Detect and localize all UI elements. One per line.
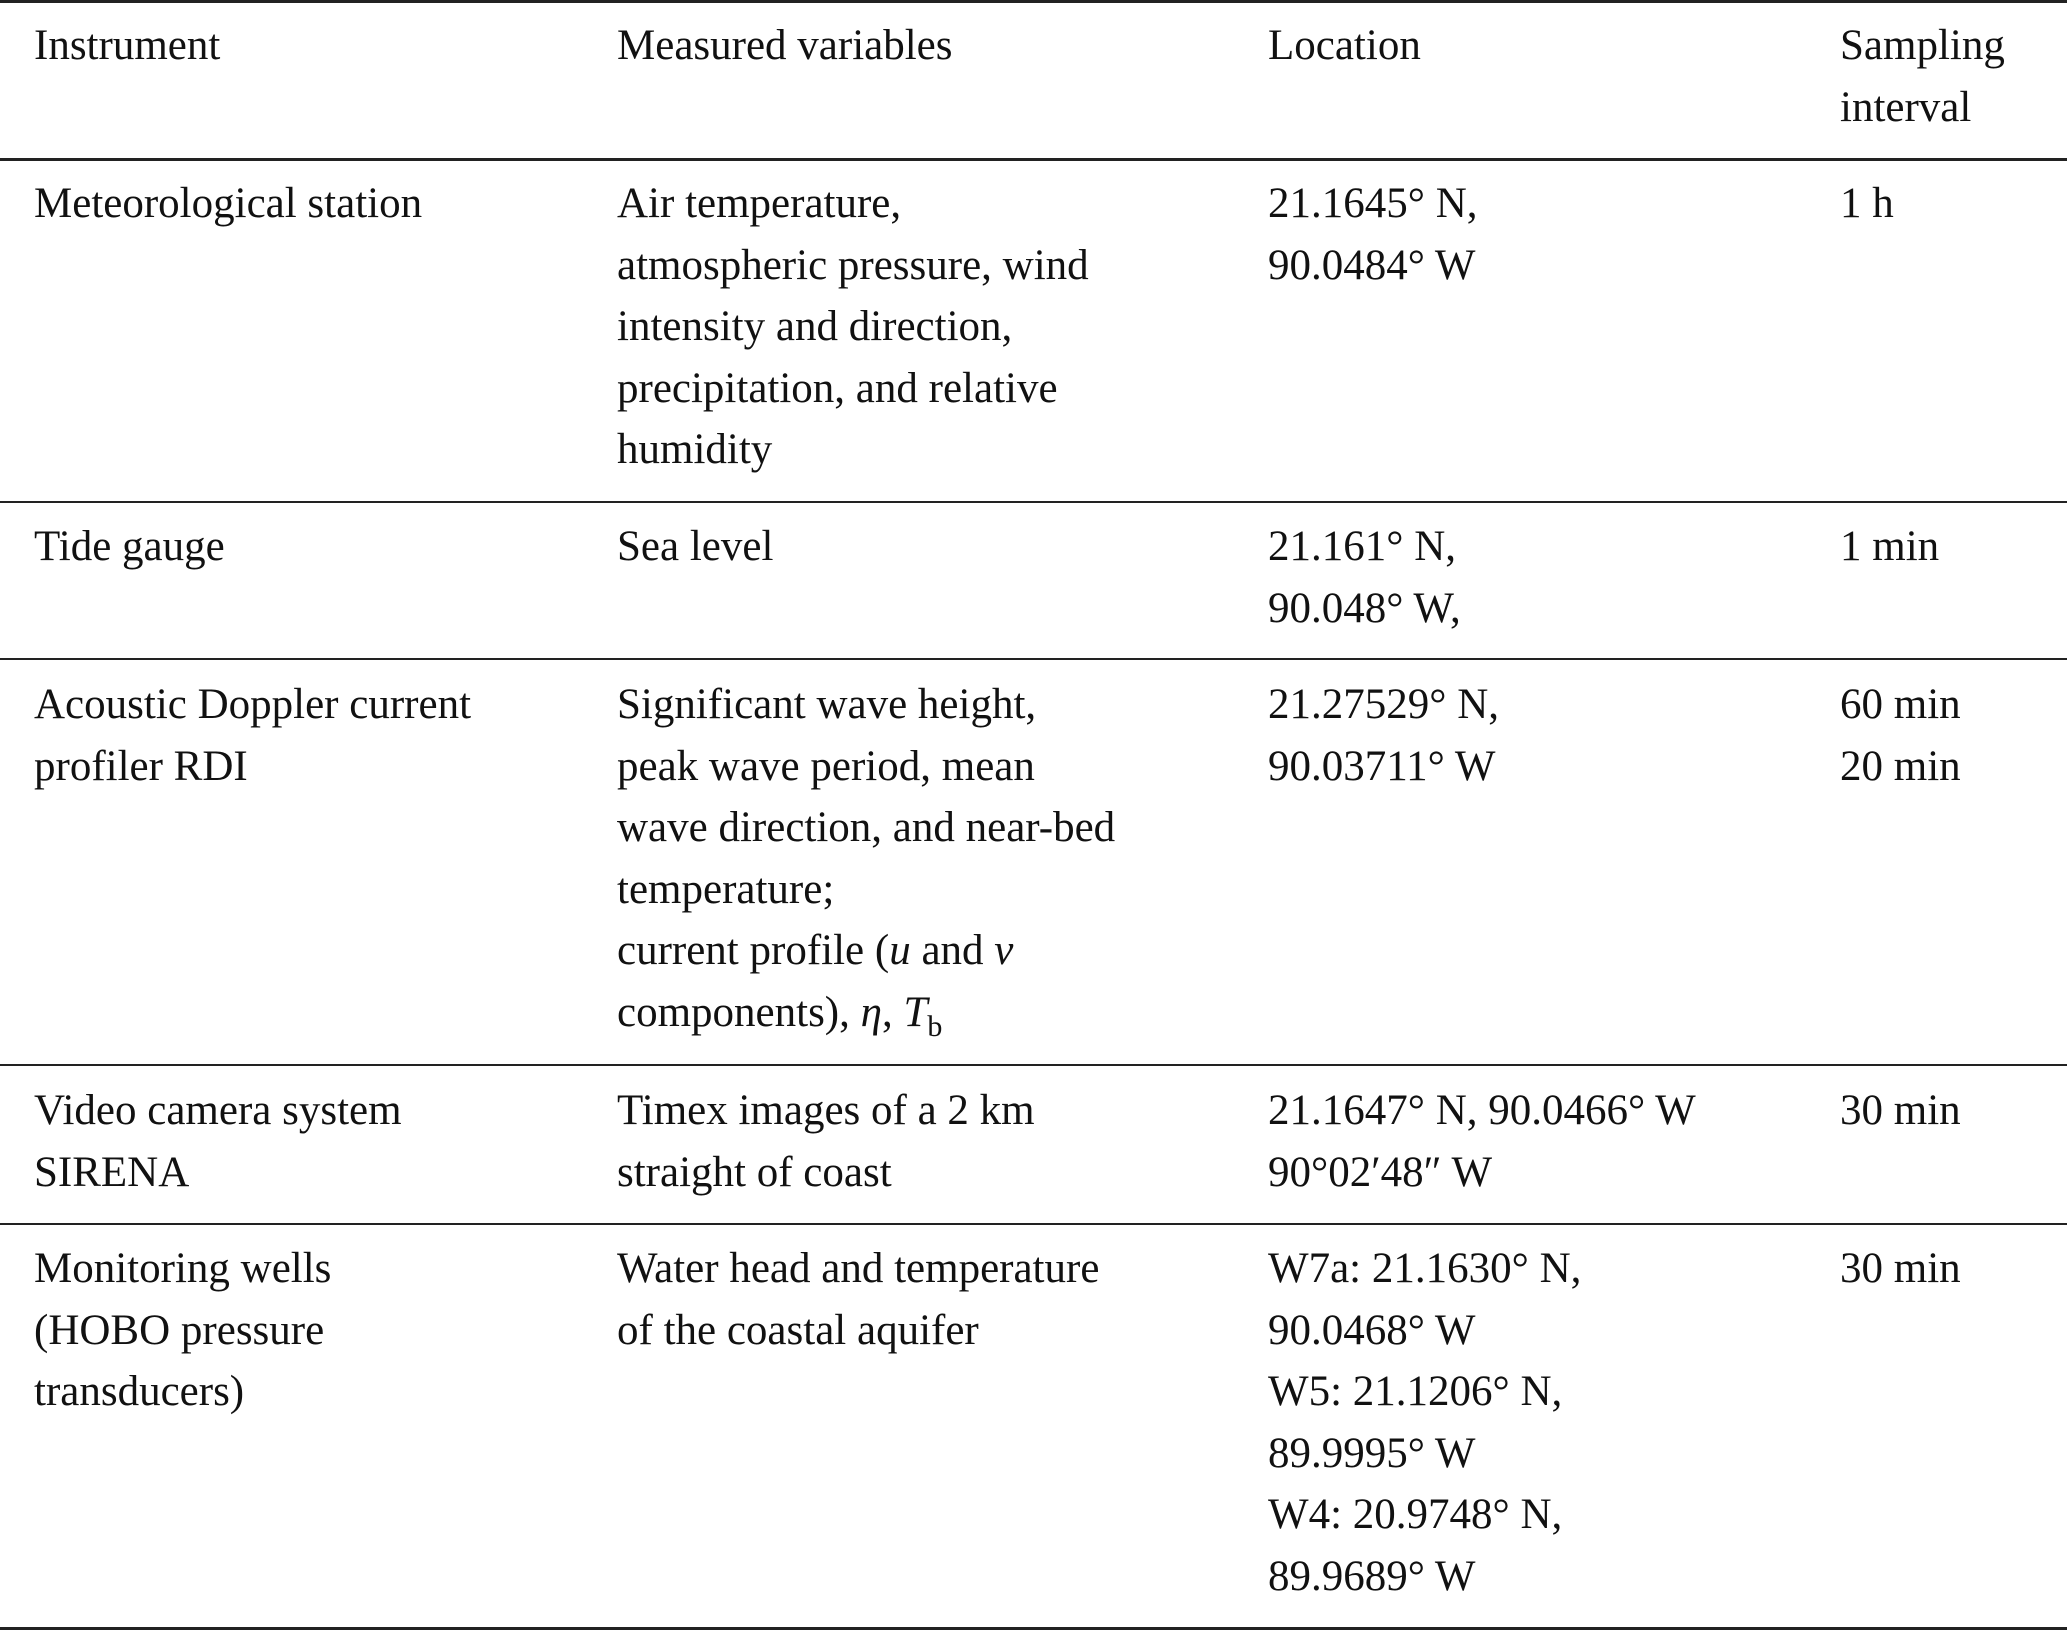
instrument-cell <box>34 674 471 797</box>
instrument-text: Video camera system <box>34 1087 402 1134</box>
instrument-text: SIRENA <box>34 1148 190 1196</box>
measured-text: wave direction, and near-bed <box>617 804 1116 851</box>
measured-text: precipitation, and relative <box>617 364 1058 412</box>
header-location: Location <box>1268 22 1421 69</box>
instrument-text: Monitoring wells <box>34 1245 332 1292</box>
location-text: W7a: 21.1630° N, <box>1268 1245 1582 1292</box>
interval-cell <box>1840 1238 1961 1300</box>
symbol-subscript-b: b <box>927 1009 943 1043</box>
measured-text: Water head and temperature <box>617 1245 1100 1292</box>
measured-fragment: components), <box>617 988 861 1036</box>
measured-cell <box>617 516 773 578</box>
location-text: 21.27529° N, <box>1268 681 1499 728</box>
instrument-cell <box>34 173 422 235</box>
instrument-text: profiler RDI <box>34 742 248 790</box>
instrument-text: Tide gauge <box>34 523 225 570</box>
interval-cell <box>1840 173 1894 235</box>
interval-text: 1 h <box>1840 180 1894 227</box>
measured-text: Significant wave height, <box>617 681 1037 728</box>
measured-text: humidity <box>617 426 773 473</box>
header-sampling-line-1: Sampling <box>1840 22 2005 69</box>
instrument-cell <box>34 1080 402 1203</box>
instrument-cell <box>34 516 225 578</box>
measured-text: of the coastal aquifer <box>617 1306 979 1354</box>
interval-cell <box>1840 1080 1961 1142</box>
measured-text <box>617 920 1115 982</box>
location-text: 90.048° W, <box>1268 584 1461 632</box>
symbol-u: u <box>889 927 911 974</box>
interval-text: 1 min <box>1840 523 1940 570</box>
row-divider <box>0 1064 2067 1066</box>
measured-text: atmospheric pressure, wind <box>617 241 1089 289</box>
instrument-text: (HOBO pressure <box>34 1306 325 1354</box>
location-text: W5: 21.1206° N, <box>1268 1368 1563 1415</box>
instrument-text: transducers) <box>34 1368 245 1415</box>
instrument-text: Acoustic Doppler current <box>34 681 472 728</box>
location-text: 90.0468° W <box>1268 1306 1476 1354</box>
instrument-cell <box>34 1238 331 1423</box>
location-text: 89.9689° W <box>1268 1552 1476 1600</box>
top-rule <box>0 0 2067 3</box>
location-text: 90.0484° W <box>1268 241 1476 289</box>
header-sampling-interval <box>1840 15 2005 138</box>
header-instrument: Instrument <box>34 22 221 69</box>
measured-fragment: , <box>881 988 904 1036</box>
bottom-rule <box>0 1627 2067 1630</box>
location-text: 21.1645° N, <box>1268 180 1478 227</box>
measured-fragment: current profile ( <box>617 927 890 974</box>
interval-text: 20 min <box>1840 742 1961 790</box>
interval-text: 30 min <box>1840 1087 1961 1134</box>
location-text: 90°02′48″ W <box>1268 1148 1493 1196</box>
symbol-t: T <box>903 988 928 1036</box>
row-divider <box>0 501 2067 503</box>
interval-cell <box>1840 674 1961 797</box>
measured-text: intensity and direction, <box>617 303 1013 350</box>
location-cell <box>1268 173 1478 296</box>
header-rule <box>0 158 2067 161</box>
header-sampling-line-2: interval <box>1840 83 1972 131</box>
location-cell <box>1268 1080 1696 1203</box>
measured-text: temperature; <box>617 865 835 913</box>
row-divider <box>0 1223 2067 1225</box>
symbol-eta: η <box>860 988 882 1036</box>
location-text: 90.03711° W <box>1268 742 1496 790</box>
location-text: 89.9995° W <box>1268 1429 1476 1477</box>
interval-text: 30 min <box>1840 1245 1961 1292</box>
measured-text: Air temperature, <box>617 180 902 227</box>
location-cell <box>1268 516 1461 639</box>
interval-text: 60 min <box>1840 681 1961 728</box>
measured-cell <box>617 674 1115 1043</box>
measured-text: Sea level <box>617 523 774 570</box>
location-text: 21.161° N, <box>1268 523 1456 570</box>
interval-cell <box>1840 516 1939 578</box>
location-text: 21.1647° N, 90.0466° W <box>1268 1087 1696 1134</box>
location-text: W4: 20.9748° N, <box>1268 1491 1563 1538</box>
location-cell <box>1268 674 1499 797</box>
symbol-v: v <box>994 927 1014 974</box>
measured-text: Timex images of a 2 km <box>617 1087 1035 1134</box>
measured-text: peak wave period, mean <box>617 742 1035 790</box>
header-measured-variables: Measured variables <box>617 22 953 69</box>
measured-fragment: and <box>910 927 995 974</box>
measured-text <box>617 982 1115 1044</box>
measured-cell <box>617 1080 1035 1203</box>
row-divider <box>0 658 2067 660</box>
measured-cell <box>617 1238 1099 1361</box>
measured-cell <box>617 173 1089 481</box>
location-cell <box>1268 1238 1581 1607</box>
instrument-text: Meteorological station <box>34 180 423 227</box>
measured-text: straight of coast <box>617 1148 892 1196</box>
